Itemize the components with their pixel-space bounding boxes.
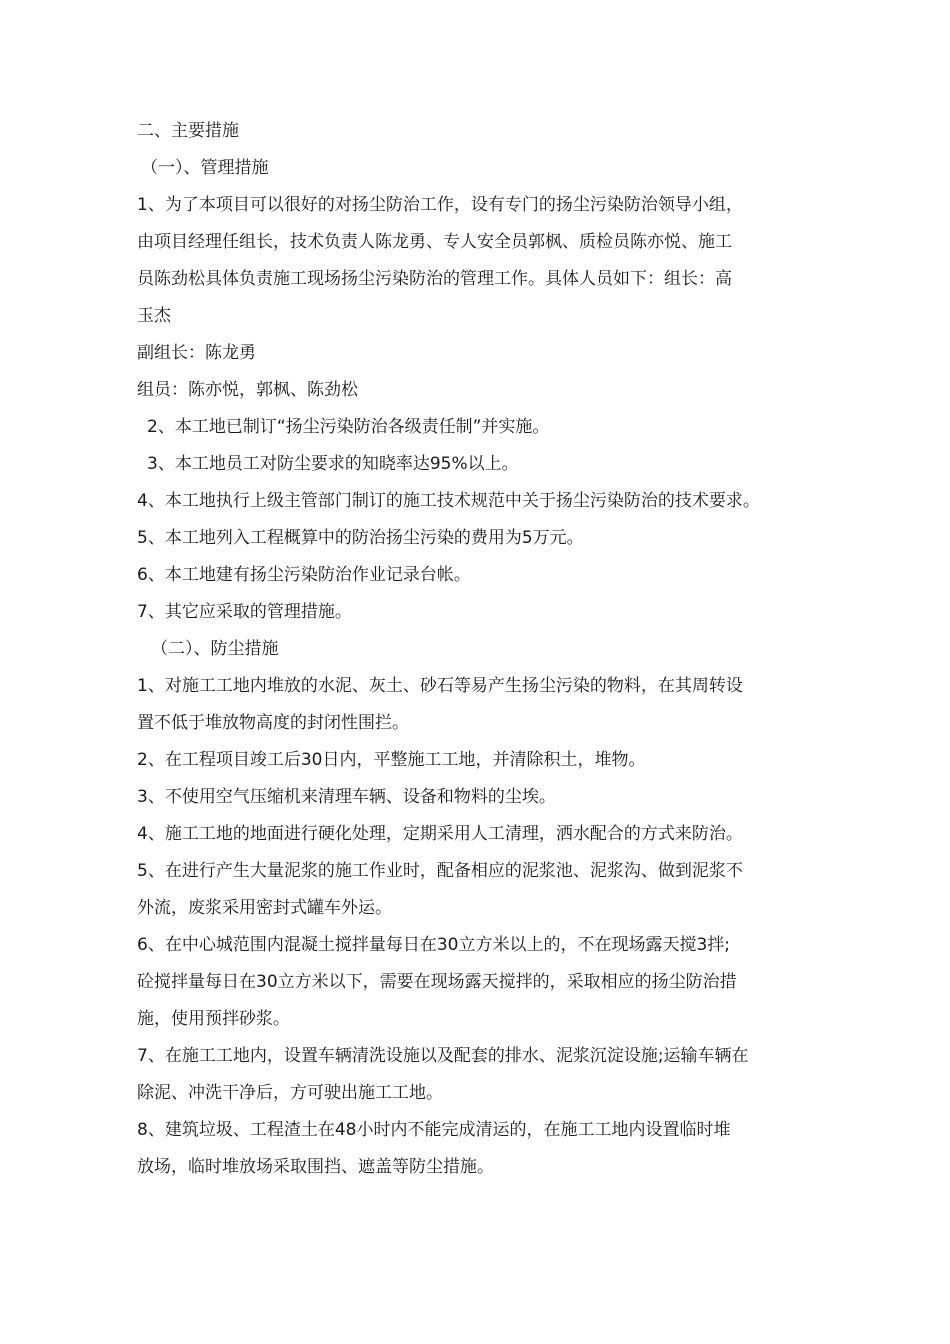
paragraph-line: 5、在进行产生大量泥浆的施工作业时，配备相应的泥浆池、泥浆沟、做到泥浆不 <box>137 861 743 881</box>
list-item: 2、在工程项目竣工后30日内，平整施工工地，并清除积土，堆物。 <box>137 750 646 770</box>
list-item: 3、不使用空气压缩机来清理车辆、设备和物料的尘埃。 <box>137 787 556 807</box>
paragraph-line: 外流，废浆采用密封式罐车外运。 <box>137 898 392 918</box>
paragraph-line: 1、为了本项目可以很好的对扬尘防治工作，设有专门的扬尘污染防治领导小组， <box>137 195 743 215</box>
list-item: 5、本工地列入工程概算中的防治扬尘污染的费用为5万元。 <box>137 528 584 548</box>
list-item: 3、本工地员工对防尘要求的知晓率达95%以上。 <box>147 454 519 474</box>
section-title-dust-prevention: （二）、防尘措施 <box>151 639 279 659</box>
paragraph-line: 放场，临时堆放场采取围挡、遮盖等防尘措施。 <box>137 1157 494 1177</box>
paragraph-line: 1、对施工工地内堆放的水泥、灰土、砂石等易产生扬尘污染的物料，在其周转设 <box>137 676 743 696</box>
paragraph-line: 员陈劲松具体负责施工现场扬尘污染防治的管理工作。具体人员如下：组长：高 <box>137 269 732 289</box>
list-item: 4、施工工地的地面进行硬化处理，定期采用人工清理，洒水配合的方式来防治。 <box>137 824 743 844</box>
paragraph-line: 除泥、冲洗干净后，方可驶出施工工地。 <box>137 1083 443 1103</box>
members-line: 组员：陈亦悦，郭枫、陈劲松 <box>137 380 358 400</box>
paragraph-line: 7、在施工工地内，设置车辆清洗设施以及配套的排水、泥浆沉淀设施;运输车辆在 <box>137 1046 749 1066</box>
paragraph-line: 8、建筑垃圾、工程渣土在48小时内不能完成清运的，在施工工地内设置临时堆 <box>137 1120 731 1140</box>
paragraph-line: 玉杰 <box>137 306 171 326</box>
paragraph-line: 由项目经理任组长，技术负责人陈龙勇、专人安全员郭枫、质检员陈亦悦、施工 <box>137 232 732 252</box>
list-item: 7、其它应采取的管理措施。 <box>137 602 352 622</box>
paragraph-line: 6、在中心城范围内混凝土搅拌量每日在30立方米以上的，不在现场露天搅3拌; <box>137 935 730 955</box>
document-body <box>137 113 837 1186</box>
list-item: 6、本工地建有扬尘污染防治作业记录台帐。 <box>137 565 471 585</box>
section-title-management: （一）、管理措施 <box>141 158 269 178</box>
deputy-leader-line: 副组长：陈龙勇 <box>137 343 256 363</box>
paragraph-line: 砼搅拌量每日在30立方米以下，需要在现场露天搅拌的，采取相应的扬尘防治措 <box>137 972 737 992</box>
main-heading: 二、主要措施 <box>137 121 239 141</box>
paragraph-line: 置不低于堆放物高度的封闭性围拦。 <box>137 713 409 733</box>
list-item: 4、本工地执行上级主管部门制订的施工技术规范中关于扬尘污染防治的技术要求。 <box>137 491 760 511</box>
list-item: 2、本工地已制订“扬尘污染防治各级责任制”并实施。 <box>147 417 550 437</box>
paragraph-line: 施，使用预拌砂浆。 <box>137 1009 290 1029</box>
